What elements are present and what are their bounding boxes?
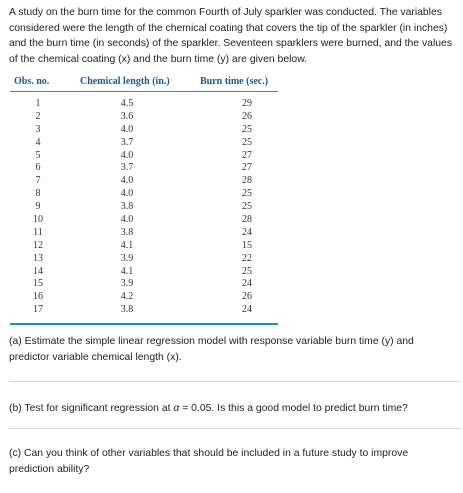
- cell-chemical-length: 4.0: [120, 214, 134, 226]
- header-chemical-length: Chemical length (in.): [80, 76, 170, 87]
- table-row: [10, 188, 278, 201]
- cell-chemical-length: 4.0: [120, 175, 134, 187]
- cell-obs-no: 8: [35, 188, 41, 200]
- cell-burn-time: 25: [242, 188, 252, 200]
- alpha-symbol: α: [173, 403, 180, 414]
- cell-chemical-length: 3.7: [120, 162, 134, 174]
- table-row: [10, 111, 278, 124]
- cell-obs-no: 15: [33, 278, 43, 290]
- cell-burn-time: 25: [242, 123, 252, 135]
- cell-burn-time: 26: [242, 291, 252, 303]
- cell-obs-no: 10: [33, 214, 43, 226]
- question-a: (a) Estimate the simple linear regression model with response variable burn time (y) and predictor variable chemical length (x).: [9, 336, 414, 363]
- cell-chemical-length: 4.0: [120, 188, 134, 200]
- question-divider: [9, 381, 461, 382]
- cell-burn-time: 29: [242, 98, 252, 109]
- cell-chemical-length: 3.7: [120, 136, 134, 148]
- question-b-prefix: (b) Test for significant regression at: [9, 403, 174, 414]
- question-divider: [9, 428, 461, 429]
- question-b-suffix: = 0.05. Is this a good model to predict burn time?: [179, 403, 408, 414]
- cell-burn-time: 28: [242, 214, 252, 226]
- table-header: [10, 75, 278, 92]
- table-row: [10, 124, 278, 137]
- cell-obs-no: 14: [33, 265, 43, 277]
- cell-chemical-length: 4.0: [120, 149, 134, 161]
- cell-obs-no: 17: [33, 304, 43, 316]
- cell-burn-time: 15: [242, 239, 252, 251]
- cell-burn-time: 24: [242, 304, 252, 316]
- table-row: [10, 240, 278, 253]
- cell-chemical-length: 3.8: [120, 226, 134, 238]
- cell-burn-time: 24: [242, 278, 252, 290]
- table-body: [10, 92, 278, 325]
- cell-chemical-length: 4.5: [120, 98, 134, 109]
- cell-chemical-length: 4.1: [120, 239, 134, 251]
- data-table: [10, 75, 278, 325]
- cell-chemical-length: 4.0: [120, 123, 134, 135]
- cell-burn-time: 24: [242, 226, 252, 238]
- cell-burn-time: 28: [242, 175, 252, 187]
- table-row: [10, 98, 278, 111]
- cell-obs-no: 2: [35, 110, 41, 122]
- table-row: [10, 253, 278, 266]
- cell-chemical-length: 3.6: [120, 110, 134, 122]
- cell-chemical-length: 3.8: [120, 201, 134, 213]
- table-row: [10, 266, 278, 279]
- cell-obs-no: 3: [35, 123, 41, 135]
- cell-obs-no: 7: [35, 175, 41, 187]
- header-obs-no: Obs. no.: [14, 76, 50, 87]
- cell-obs-no: 1: [35, 98, 41, 109]
- cell-burn-time: 26: [242, 110, 252, 122]
- question-c: (c) Can you think of other variables that should be included in a future study to improve prediction ability?: [9, 448, 409, 475]
- cell-burn-time: 25: [242, 201, 252, 213]
- table-row: [10, 150, 278, 163]
- cell-obs-no: 9: [35, 201, 41, 213]
- table-row: [10, 214, 278, 227]
- cell-chemical-length: 4.1: [120, 265, 134, 277]
- table-row: [10, 137, 278, 150]
- table-row: [10, 278, 278, 291]
- cell-burn-time: 25: [242, 265, 252, 277]
- cell-burn-time: 27: [242, 162, 252, 174]
- question-b: [9, 401, 455, 417]
- table-row: [10, 304, 278, 317]
- cell-obs-no: 13: [33, 252, 43, 264]
- cell-chemical-length: 3.8: [120, 304, 134, 316]
- cell-obs-no: 12: [33, 239, 43, 251]
- table-row: [10, 162, 278, 175]
- problem-intro: A study on the burn time for the common Fourth of July sparkler was conducted. The variables considered were the length of the chemical coating that covers the tip of the sparkler (in inches) and the burn time (in seconds) of the sparkler. Seventeen sparklers were burned, and the values of the chemical coating (x) and the burn time (y) are given below.: [9, 7, 453, 65]
- table-row: [10, 227, 278, 240]
- cell-chemical-length: 3.9: [120, 252, 134, 264]
- cell-obs-no: 11: [33, 226, 43, 238]
- cell-obs-no: 5: [35, 149, 41, 161]
- cell-burn-time: 25: [242, 136, 252, 148]
- cell-chemical-length: 4.2: [120, 291, 134, 303]
- table-row: [10, 175, 278, 188]
- cell-burn-time: 27: [242, 149, 252, 161]
- cell-obs-no: 16: [33, 291, 43, 303]
- cell-obs-no: 4: [35, 136, 41, 148]
- table-row: [10, 201, 278, 214]
- table-row: [10, 291, 278, 304]
- cell-chemical-length: 3.9: [120, 278, 134, 290]
- cell-obs-no: 6: [35, 162, 41, 174]
- cell-burn-time: 22: [242, 252, 252, 264]
- header-burn-time: Burn time (sec.): [200, 76, 269, 87]
